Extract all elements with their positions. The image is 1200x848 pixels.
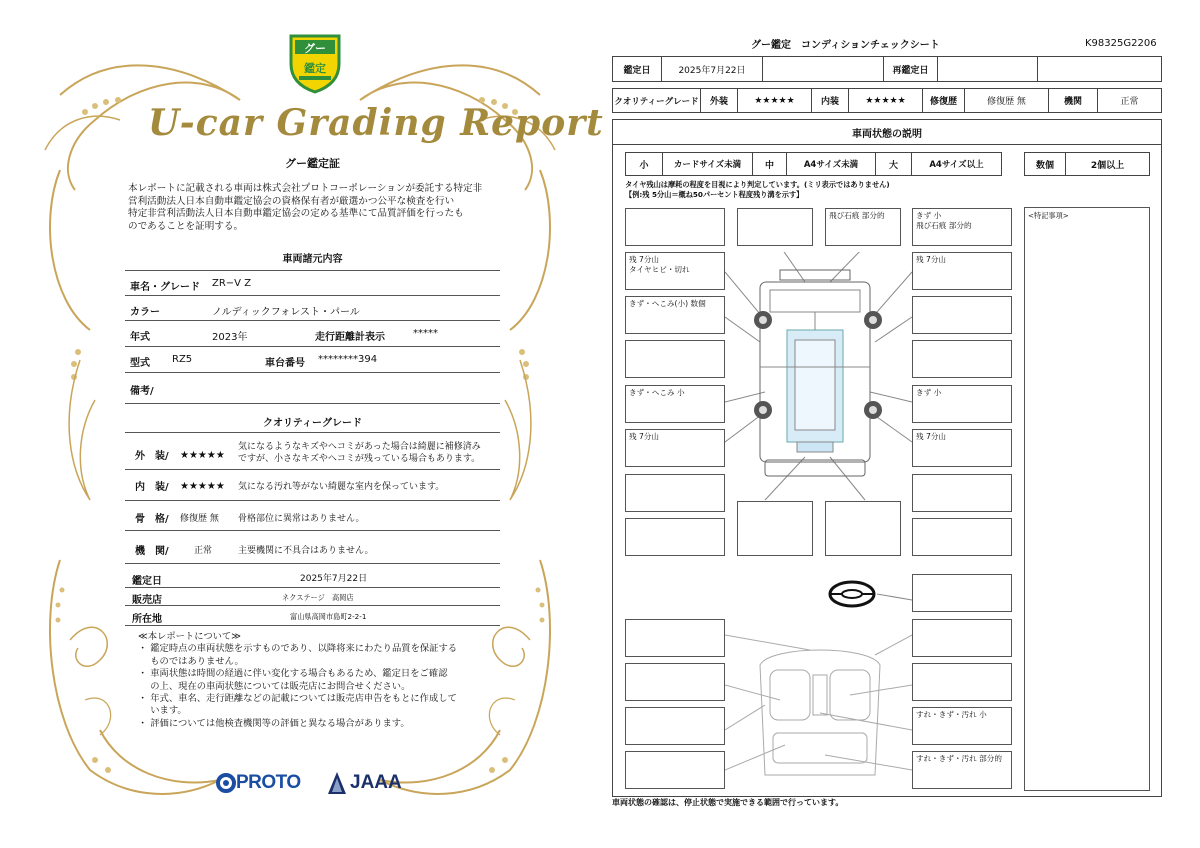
name-grade-label: 車名・グレード [130,282,200,293]
condition-box-right-7 [912,474,1012,512]
condition-box-bottom-center-right [825,501,901,556]
engine-description: 主要機関に不具合はありません。 [238,546,374,556]
badge-top-text: グー [304,42,326,55]
divider [125,403,500,404]
condition-box-bottom-center-left [737,501,813,556]
note-line: ・ 鑑定時点の車両状態を示すものであり、以降将来にわたり品質を保証する [138,643,458,655]
steering-wheel-icon [827,578,877,610]
interior-label: 内 装/ [135,482,169,493]
condition-box-left-3: きず・へこみ(小) 数個 [625,296,725,334]
quality-heading: クオリティーグレード [263,418,362,429]
divider [125,372,500,373]
frame-label: 骨 格/ [135,514,169,525]
engine-value-cell: 正常 [1097,88,1162,113]
condition-check-sheet [600,0,1200,848]
interior-label-cell: 内装 [811,88,849,113]
exterior-desc-line: ですが、小さなキズやヘコミが残っている場合もあります。 [238,454,481,464]
odometer-value: ***** [413,328,438,339]
interior-box-right-4: すれ・きず・汚れ 部分的 [912,751,1012,789]
interior-box-right-3: すれ・きず・汚れ 小 [912,707,1012,745]
intro-line: 営利活動法人日本自動車鑑定協会の資格保有者が厳選かつ公平な検査を行い [128,195,455,207]
engine-value: 正常 [194,546,213,556]
special-notes-panel [1024,207,1150,791]
legend-mid-desc: A4サイズ未満 [786,152,876,176]
condition-box-top-center-right: 飛び石痕 部分的 [825,208,901,246]
condition-box-right-1: きず 小 飛び石痕 部分的 [912,208,1012,246]
reappraisal-extra-cell [1037,56,1162,82]
interior-box-left-4 [625,751,725,789]
engine-label: 機 関/ [135,546,169,557]
note-line: ・ 車両状態は時間の経過に伴い変化する場合もあるため、鑑定日をご確認 [138,668,448,680]
divider [125,587,500,588]
model-label: 型式 [130,358,150,369]
report-notes [138,631,518,730]
interior-box-right-2 [912,663,1012,701]
car-exterior-diagram [725,252,915,502]
condition-box-left-7 [625,474,725,512]
repair-value-cell: 修復歴 無 [964,88,1049,113]
special-notes-label: <特記事項> [1028,211,1069,220]
date-label-cell: 鑑定日 [612,56,662,82]
jaaa-mark-icon [326,770,348,796]
divider [125,469,500,470]
dealer-value: ネクステージ 高岡店 [282,593,354,602]
proto-wordmark: PROTO [236,772,301,793]
note-line: ・ 年式、車名、走行距離などの記載については販売店申告をもとに作成して [138,693,457,705]
exterior-stars: ★★★★★ [180,450,225,461]
divider [125,270,500,271]
chassis-value: ********394 [318,354,378,365]
condition-box-left-8 [625,518,725,556]
legend-large-desc: A4サイズ以上 [911,152,1002,176]
model-value: RZ5 [172,354,193,365]
odometer-label: 走行距離計表示 [315,332,385,343]
condition-box-right-8 [912,518,1012,556]
interior-description: 気になる汚れ等がない綺麗な室内を保っています。 [238,482,445,492]
note-line: います。 [138,705,187,717]
condition-box-right-6: 残 7分山 [912,429,1012,467]
repair-label-cell: 修復歴 [922,88,965,113]
chassis-label: 車台番号 [265,358,305,369]
remarks-label: 備考/ [130,386,154,397]
divider [125,346,500,347]
reappraisal-label-cell: 再鑑定日 [883,56,938,82]
car-interior-diagram [725,625,915,795]
badge-bottom-text: 鑑定 [304,62,326,75]
date-blank-cell [762,56,884,82]
year-label: 年式 [130,332,150,343]
certificate-intro [128,183,498,233]
quality-label-cell: クオリティーグレード [612,88,701,113]
dealer-label: 販売店 [132,595,162,606]
interior-box-left-3 [625,707,725,745]
sheet-id: K98325G2206 [1085,38,1157,49]
specs-heading: 車両諸元内容 [282,254,343,265]
color-value: ノルディックフォレスト・パール [212,307,360,318]
appraisal-date-value: 2025年7月22日 [300,574,368,584]
year-value: 2023年 [212,332,248,343]
legend-large: 大 [875,152,912,176]
exterior-label-cell: 外装 [700,88,738,113]
tire-note [625,180,890,200]
name-grade-value: ZR−V Z [212,278,252,289]
divider [125,320,500,321]
goo-appraisal-badge-icon [285,30,345,94]
note-line: ものではありません。 [138,655,244,667]
condition-box-left-2: 残 7分山 タイヤヒビ・切れ [625,252,725,290]
interior-stars: ★★★★★ [180,481,225,492]
legend-small-desc: カードサイズ未満 [662,152,753,176]
exterior-description [238,441,481,465]
condition-box-right-2: 残 7分山 [912,252,1012,290]
jaaa-logo [326,770,402,796]
interior-box-right-1 [912,619,1012,657]
note-line: ・ 評価については他検査機関等の評価と異なる場合があります。 [138,717,410,729]
divider [125,500,500,501]
exterior-stars-cell: ★★★★★ [737,88,812,113]
explain-heading: 車両状態の説明 [852,129,922,140]
condition-box-left-6: 残 7分山 [625,429,725,467]
note-line: の上、現在の車両状態については販売店にお問合せください。 [138,680,411,692]
interior-stars-cell: ★★★★★ [848,88,923,113]
exterior-label: 外 装/ [135,451,169,462]
divider [125,530,500,531]
intro-line: 特定非営利活動法人日本自動車鑑定協会の定める基準にて品質評価を行ったも [128,208,464,220]
proto-logo [216,772,301,794]
condition-box-right-5: きず 小 [912,385,1012,423]
notes-title: ≪本レポートについて≫ [138,631,241,642]
interior-box-left-2 [625,663,725,701]
engine-label-cell: 機関 [1048,88,1098,113]
certificate-title: グー鑑定証 [285,157,340,170]
condition-box-top-center-left [737,208,813,246]
condition-box-left-1 [625,208,725,246]
interior-box-right-0 [912,574,1012,612]
legend-mid: 中 [752,152,787,176]
divider [125,625,500,626]
interior-box-left-1 [625,619,725,657]
location-label: 所在地 [132,614,162,625]
date-value-cell: 2025年7月22日 [661,56,763,82]
condition-box-right-3 [912,296,1012,334]
divider [125,563,500,564]
steering-leader-line [877,590,913,602]
intro-line: 本レポートに記載される車両は株式会社プロトコーポレーションが委託する特定非 [128,183,483,194]
frame-value: 修復歴 無 [180,514,219,524]
footer-note: 車両状態の確認は、停止状態で実施できる範囲で行っています。 [612,798,844,807]
condition-box-right-4 [912,340,1012,378]
divider [125,432,500,433]
report-script-title: U-car Grading Report [148,102,604,144]
reappraisal-value-cell [937,56,1038,82]
appraisal-date-label: 鑑定日 [132,576,162,587]
tire-note-line: 【例:残 5分山＝概ね50パーセント程度残り溝を示す】 [625,190,804,199]
legend-count: 数個 [1024,152,1066,176]
sheet-title: グー鑑定 コンディションチェックシート [751,40,940,51]
divider [125,295,500,296]
location-value: 富山県高岡市島町2-2-1 [290,612,367,621]
color-label: カラー [130,307,160,318]
legend-count-desc: 2個以上 [1065,152,1150,176]
condition-box-left-4 [625,340,725,378]
divider [612,144,1162,145]
exterior-desc-line: 気になるようなキズやヘコミがあった場合は綺麗に補修済み [238,442,481,452]
frame-description: 骨格部位に異常はありません。 [238,514,365,524]
jaaa-wordmark: JAAA [350,772,402,793]
proto-mark-icon [216,772,236,794]
intro-line: のであることを証明する。 [128,220,244,232]
legend-small: 小 [625,152,663,176]
divider [125,605,500,606]
tire-note-line: タイヤ残山は摩耗の程度を目視により判定しています。(ミリ表示ではありません) [625,180,890,189]
condition-box-left-5: きず・へこみ 小 [625,385,725,423]
